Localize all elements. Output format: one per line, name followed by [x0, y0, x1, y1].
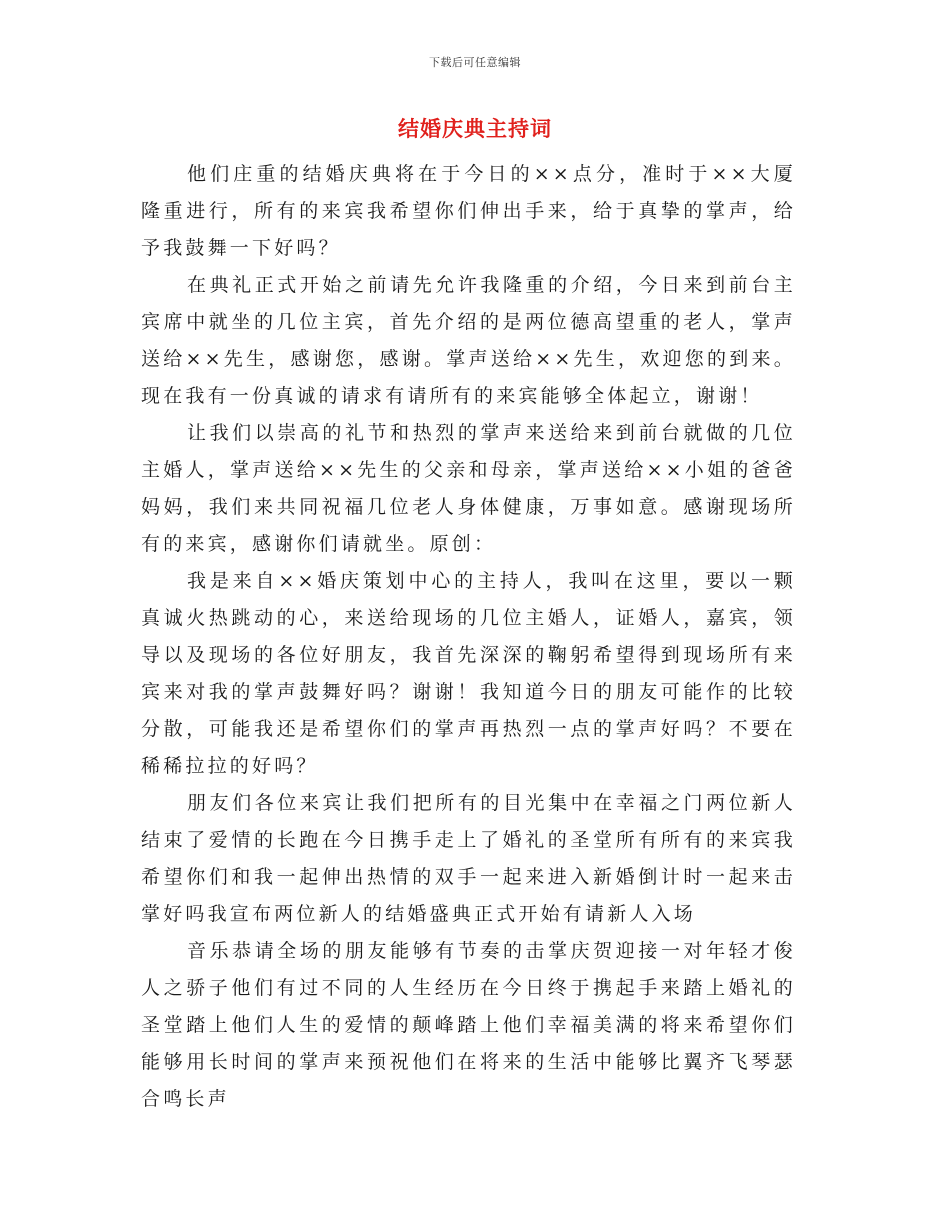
paragraph: 在典礼正式开始之前请先允许我隆重的介绍，今日来到前台主宾席中就坐的几位主宾，首先介绍的是两位德高望重的老人，掌声送给××先生，感谢您，感谢。掌声送给××先生，欢迎您的到来。现在我有一份真诚的请求有请所有的来宾能够全体起立，谢谢！ — [141, 274, 796, 407]
paragraph: 音乐恭请全场的朋友能够有节奏的击掌庆贺迎接一对年轻才俊人之骄子他们有过不同的人生经历在今日终于携起手来踏上婚礼的圣堂踏上他们人生的爱情的颠峰踏上他们幸福美满的将来希望你们能够用长时间的掌声来预祝他们在将来的生活中能够比翼齐飞琴瑟合鸣长声 — [141, 940, 796, 1110]
paragraph: 我是来自××婚庆策划中心的主持人，我叫在这里，要以一颗真诚火热跳动的心，来送给现场的几位主婚人，证婚人，嘉宾，领导以及现场的各位好朋友，我首先深深的鞠躬希望得到现场所有来宾来对我的掌声鼓舞好吗？谢谢！我知道今日的朋友可能作的比较分散，可能我还是希望你们的掌声再热烈一点的掌声好吗？不要在稀稀拉拉的好吗？ — [141, 570, 796, 777]
paragraph: 朋友们各位来宾让我们把所有的目光集中在幸福之门两位新人结束了爱情的长跑在今日携手走上了婚礼的圣堂所有所有的来宾我希望你们和我一起伸出热情的双手一起来进入新婚倒计时一起来击掌好吗我宣布两位新人的结婚盛典正式开始有请新人入场 — [141, 792, 796, 925]
paragraph: 他们庄重的结婚庆典将在于今日的××点分，准时于××大厦隆重进行，所有的来宾我希望你们伸出手来，给于真挚的掌声，给予我鼓舞一下好吗？ — [141, 163, 796, 259]
document-title: 结婚庆典主持词 — [398, 117, 552, 141]
document-body — [141, 156, 796, 1118]
header-note: 下载后可任意编辑 — [429, 56, 521, 69]
paragraph: 让我们以崇高的礼节和热烈的掌声来送给来到前台就做的几位主婚人，掌声送给××先生的父亲和母亲，掌声送给××小姐的爸爸妈妈，我们来共同祝福几位老人身体健康，万事如意。感谢现场所有的来宾，感谢你们请就坐。原创： — [141, 422, 796, 555]
